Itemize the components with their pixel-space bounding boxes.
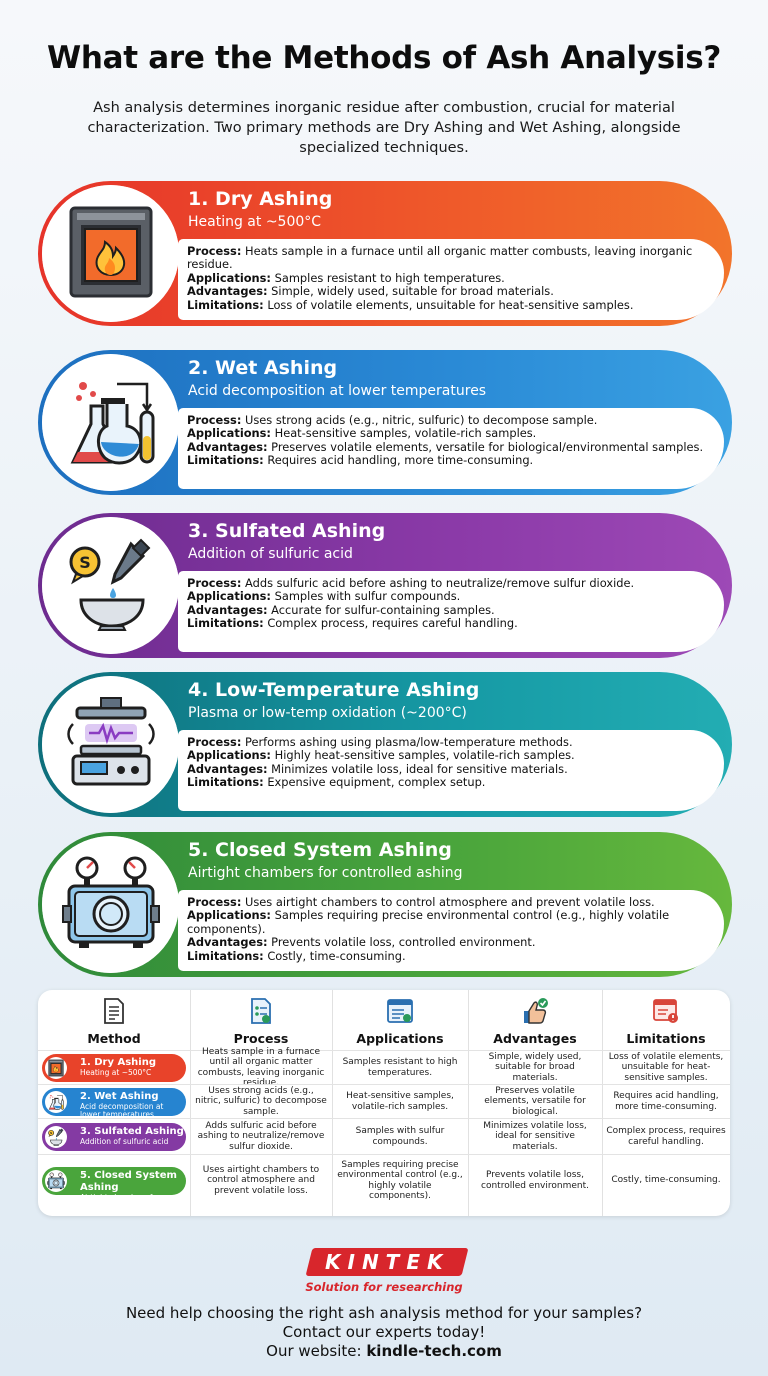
- process-line: [187, 414, 720, 427]
- method-card: [38, 350, 732, 495]
- process-label: Process:: [187, 895, 242, 909]
- applications-label: Applications:: [187, 270, 271, 285]
- table-header-label: Process: [233, 1031, 289, 1046]
- footer-question: Need help choosing the right ash analysis method for your samples?: [125, 1304, 643, 1322]
- limitations-alert-icon: [652, 997, 680, 1029]
- comparison-table: [38, 990, 730, 1216]
- applications-line: [187, 590, 720, 603]
- applications-line: [187, 909, 720, 936]
- method-title: 4. Low-Temperature Ashing: [188, 679, 480, 701]
- method-details: [178, 730, 724, 811]
- advantages-cell: Simple, widely used, suitable for broad materials.: [488, 1051, 582, 1083]
- applications-cell: Samples resistant to high temperatures.: [342, 1057, 458, 1078]
- limitations-label: Limitations:: [187, 616, 264, 631]
- limitations-text: Complex process, requires careful handling.: [267, 616, 518, 631]
- intro-text: Ash analysis determines inorganic residue after combustion, crucial for material characterization. Two primary methods are Dry Ashing and Wet Ashing, alongside specialized techniques.: [87, 100, 681, 156]
- method-card: [38, 181, 732, 326]
- process-label: Process:: [187, 735, 242, 749]
- limitations-label: Limitations:: [187, 453, 264, 468]
- applications-cell: Samples with sulfur compounds.: [355, 1126, 445, 1147]
- method-pill-sub: Heating at ~500°C: [80, 1068, 152, 1077]
- applications-line: [187, 749, 720, 762]
- method-cell: [38, 1085, 190, 1118]
- icon-circle: [42, 185, 179, 322]
- icon-circle: [42, 354, 179, 491]
- applications-text: Samples resistant to high temperatures.: [274, 270, 505, 285]
- process-cell: Uses strong acids (e.g., nitric, sulfuric) to decompose sample.: [195, 1085, 327, 1117]
- method-subtitle: Acid decomposition at lower temperatures: [188, 383, 487, 399]
- footer-contact: Contact our experts today!: [282, 1323, 486, 1341]
- table-header-label: Advantages: [493, 1031, 577, 1046]
- table-row: [38, 1154, 730, 1210]
- applications-window-icon: [386, 997, 414, 1029]
- process-text: Adds sulfuric acid before ashing to neutralize/remove sulfur dioxide.: [245, 576, 635, 590]
- method-pill: [42, 1088, 186, 1119]
- svg-text:S: S: [78, 552, 91, 572]
- method-pill: [42, 1123, 186, 1151]
- applications-label: Applications:: [187, 748, 271, 763]
- limitations-line: [187, 617, 720, 630]
- advantages-text: Accurate for sulfur-containing samples.: [271, 602, 495, 617]
- table-row: [38, 1084, 730, 1118]
- icon-circle: [42, 676, 179, 813]
- applications-text: Highly heat-sensitive samples, volatile-rich samples.: [274, 748, 575, 763]
- method-subtitle: Heating at ~500°C: [188, 214, 322, 230]
- applications-line: [187, 272, 720, 285]
- process-cell: Uses airtight chambers to control atmosphere and prevent volatile loss.: [202, 1164, 320, 1196]
- limitations-text: Requires acid handling, more time-consuming.: [267, 453, 534, 468]
- applications-label: Applications:: [187, 426, 271, 441]
- method-title: 2. Wet Ashing: [188, 357, 338, 379]
- advantages-line: [187, 285, 720, 298]
- process-line: [187, 577, 720, 590]
- advantages-cell: Prevents volatile loss, controlled environment.: [481, 1170, 589, 1191]
- flasks-icon: [61, 372, 161, 474]
- method-pill-name: 5. Closed System Ashing: [80, 1170, 177, 1193]
- advantages-cell: Preserves volatile elements, versatile for biological.: [484, 1085, 586, 1117]
- limitations-cell: Complex process, requires careful handling.: [606, 1126, 726, 1147]
- advantages-text: Preserves volatile elements, versatile for biological/environmental samples.: [271, 439, 704, 454]
- applications-text: Heat-sensitive samples, volatile-rich samples.: [274, 426, 537, 441]
- table-header-cell: [602, 990, 730, 1050]
- table-header-label: Method: [87, 1031, 141, 1046]
- method-cell: [38, 1119, 190, 1154]
- applications-label: Applications:: [187, 589, 271, 604]
- applications-line: [187, 427, 720, 440]
- website-label: Our website:: [266, 1342, 367, 1360]
- icon-circle: [42, 517, 179, 654]
- method-pill: [42, 1167, 186, 1210]
- limitations-cell: Costly, time-consuming.: [611, 1175, 721, 1186]
- website-link[interactable]: kindle-tech.com: [366, 1342, 502, 1360]
- method-details: [178, 408, 724, 489]
- advantages-label: Advantages:: [187, 761, 268, 776]
- limitations-text: Loss of volatile elements, unsuitable for heat-sensitive samples.: [267, 297, 634, 312]
- method-cell: [38, 1155, 190, 1210]
- advantages-cell: Minimizes volatile loss, ideal for sensitive materials.: [483, 1120, 587, 1152]
- method-pill-name: 3. Sulfated Ashing: [80, 1126, 184, 1137]
- advantages-line: [187, 441, 720, 454]
- limitations-line: [187, 454, 720, 467]
- method-title: 1. Dry Ashing: [188, 188, 333, 210]
- process-text: Heats sample in a furnace until all organic matter combusts, leaving inorganic residue.: [187, 244, 693, 272]
- process-text: Uses airtight chambers to control atmosphere and prevent volatile loss.: [245, 895, 655, 909]
- flasks-icon: [45, 1091, 67, 1113]
- table-row: [38, 1046, 730, 1088]
- table-header-label: Applications: [356, 1031, 444, 1046]
- limitations-label: Limitations:: [187, 297, 264, 312]
- process-label: Process:: [187, 413, 242, 427]
- process-line: [187, 896, 720, 909]
- process-text: Uses strong acids (e.g., nitric, sulfuric) to decompose sample.: [245, 413, 598, 427]
- method-pill: [42, 1054, 186, 1082]
- process-cell: Heats sample in a furnace until all organic matter combusts, leaving inorganic residue.: [197, 1046, 325, 1088]
- svg-text:S: S: [50, 1131, 53, 1135]
- logo-tagline: Solution for researching: [305, 1280, 463, 1294]
- process-label: Process:: [187, 244, 242, 258]
- icon-circle: [42, 836, 179, 973]
- method-pill-name: 1. Dry Ashing: [80, 1057, 156, 1068]
- limitations-text: Expensive equipment, complex setup.: [267, 775, 486, 790]
- method-cell: [38, 1051, 190, 1084]
- process-cell: Adds sulfuric acid before ashing to neutralize/remove sulfur dioxide.: [197, 1120, 325, 1152]
- limitations-text: Costly, time-consuming.: [267, 948, 406, 963]
- table-header-cell: [38, 990, 190, 1050]
- dropper-bowl-icon: [63, 536, 159, 636]
- advantages-label: Advantages:: [187, 284, 268, 299]
- limitations-line: [187, 776, 720, 789]
- applications-cell: Samples requiring precise environmental control (e.g., highly volatile components).: [337, 1159, 463, 1201]
- table-header-cell: [190, 990, 332, 1050]
- plasma-device-icon: [61, 694, 161, 796]
- logo-text: KINTEK: [324, 1250, 450, 1274]
- process-text: Performs ashing using plasma/low-temperature methods.: [245, 735, 573, 749]
- process-line: [187, 736, 720, 749]
- applications-label: Applications:: [187, 908, 271, 923]
- method-title: 5. Closed System Ashing: [188, 839, 452, 861]
- sealed-chamber-icon: [45, 1170, 67, 1192]
- advantages-line: [187, 936, 720, 949]
- method-card: [38, 832, 732, 977]
- method-title: 3. Sulfated Ashing: [188, 520, 386, 542]
- process-label: Process:: [187, 576, 242, 590]
- sealed-chamber-icon: [61, 854, 161, 956]
- limitations-line: [187, 950, 720, 963]
- furnace-icon: [45, 1057, 67, 1079]
- advantages-label: Advantages:: [187, 439, 268, 454]
- method-card: [38, 672, 732, 817]
- advantages-line: [187, 604, 720, 617]
- advantages-text: Minimizes volatile loss, ideal for sensitive materials.: [271, 761, 568, 776]
- thumbs-up-check-icon: [520, 997, 550, 1029]
- method-subtitle: Addition of sulfuric acid: [188, 546, 353, 562]
- limitations-cell: Loss of volatile elements, unsuitable for heat-sensitive samples.: [608, 1051, 724, 1083]
- page-title: What are the Methods of Ash Analysis?: [46, 40, 722, 76]
- method-subtitle: Plasma or low-temp oxidation (~200°C): [188, 705, 467, 721]
- furnace-icon: [62, 203, 160, 305]
- method-pill-sub: Airtight chambers for controlled ashing: [80, 1193, 161, 1210]
- method-pill-name: 2. Wet Ashing: [80, 1091, 159, 1102]
- limitations-label: Limitations:: [187, 775, 264, 790]
- method-details: [178, 239, 724, 320]
- applications-text: Samples requiring precise environmental control (e.g., highly volatile components).: [187, 908, 670, 936]
- table-row: [38, 1118, 730, 1154]
- limitations-label: Limitations:: [187, 948, 264, 963]
- advantages-label: Advantages:: [187, 602, 268, 617]
- process-line: [187, 245, 720, 272]
- method-details: [178, 571, 724, 652]
- table-header-label: Limitations: [626, 1031, 706, 1046]
- process-doc-icon: [248, 997, 274, 1029]
- table-header-cell: [468, 990, 602, 1050]
- applications-cell: Heat-sensitive samples, volatile-rich samples.: [346, 1091, 454, 1112]
- advantages-text: Simple, widely used, suitable for broad materials.: [271, 284, 554, 299]
- footer-website: [0, 1342, 768, 1360]
- document-list-icon: [101, 997, 127, 1029]
- method-pill-sub: Addition of sulfuric acid: [80, 1137, 169, 1146]
- table-header-cell: [332, 990, 468, 1050]
- limitations-cell: Requires acid handling, more time-consuming.: [613, 1091, 719, 1112]
- kintek-logo[interactable]: [306, 1248, 469, 1276]
- applications-text: Samples with sulfur compounds.: [274, 589, 461, 604]
- dropper-bowl-icon: [45, 1126, 67, 1148]
- advantages-label: Advantages:: [187, 935, 268, 950]
- advantages-text: Prevents volatile loss, controlled environment.: [271, 935, 536, 950]
- limitations-line: [187, 299, 720, 312]
- method-subtitle: Airtight chambers for controlled ashing: [188, 865, 463, 881]
- advantages-line: [187, 763, 720, 776]
- method-card: [38, 513, 732, 658]
- method-details: [178, 890, 724, 971]
- method-pill-sub: Acid decomposition at lower temperatures: [80, 1102, 164, 1119]
